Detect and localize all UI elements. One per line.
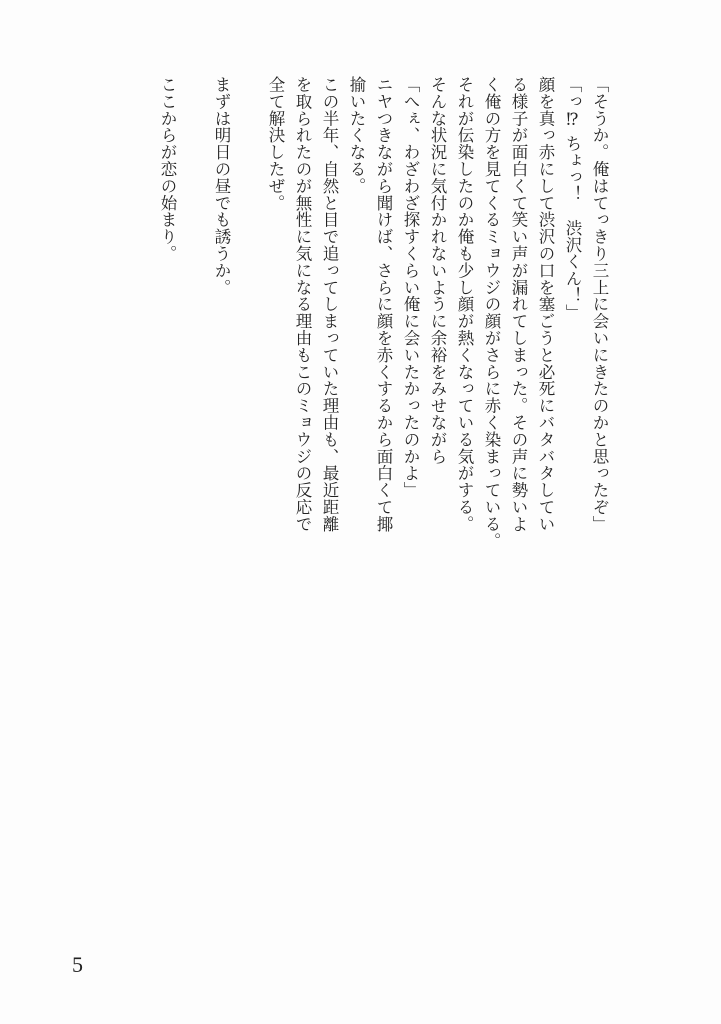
text-line: まずは明日の昼でも誘うか。 <box>212 76 231 296</box>
vertical-text-body <box>154 76 613 550</box>
text-line: く俺の方を見てくるミョウジの顔がさらに赤く染まっている。 <box>482 76 501 550</box>
text-line: を取られたのが無性に気になる理由もこのミョウジの反応で <box>293 76 312 533</box>
page-number: 5 <box>72 952 83 977</box>
text-line: 「そうか。俺はてっきり三上に会いにきたのかと思ったぞ」 <box>590 76 609 533</box>
text-line: る様子が面白くて笑い声が漏れてしまった。その声に勢いよ <box>509 76 528 533</box>
text-line: 「へぇ、わざわざ探すくらい俺に会いたかったのかよ」 <box>401 76 420 499</box>
blank-line <box>181 76 208 516</box>
text-line: 揄いたくなる。 <box>347 76 366 195</box>
text-line: 「っ⁉ ちょっ！ 渋沢くん！」 <box>563 76 582 321</box>
text-line: 顔を真っ赤にして渋沢の口を塞ごうと必死にバタバタしてい <box>536 76 555 533</box>
text-line: この半年、自然と目で追ってしまっていた理由も、最近距離 <box>320 76 339 533</box>
text-line: そんな状況に気付かれないように余裕をみせながら <box>428 76 447 465</box>
blank-line <box>235 76 262 516</box>
text-line: それが伝染したのか俺も少し顔が熱くなっている気がする。 <box>455 76 474 533</box>
text-line: 全て解決したぜ。 <box>266 76 285 212</box>
text-line: ここからが恋の始まり。 <box>158 76 177 262</box>
text-line: ニヤつきながら聞けば、さらに顔を赤くするから面白くて揶 <box>374 76 393 533</box>
